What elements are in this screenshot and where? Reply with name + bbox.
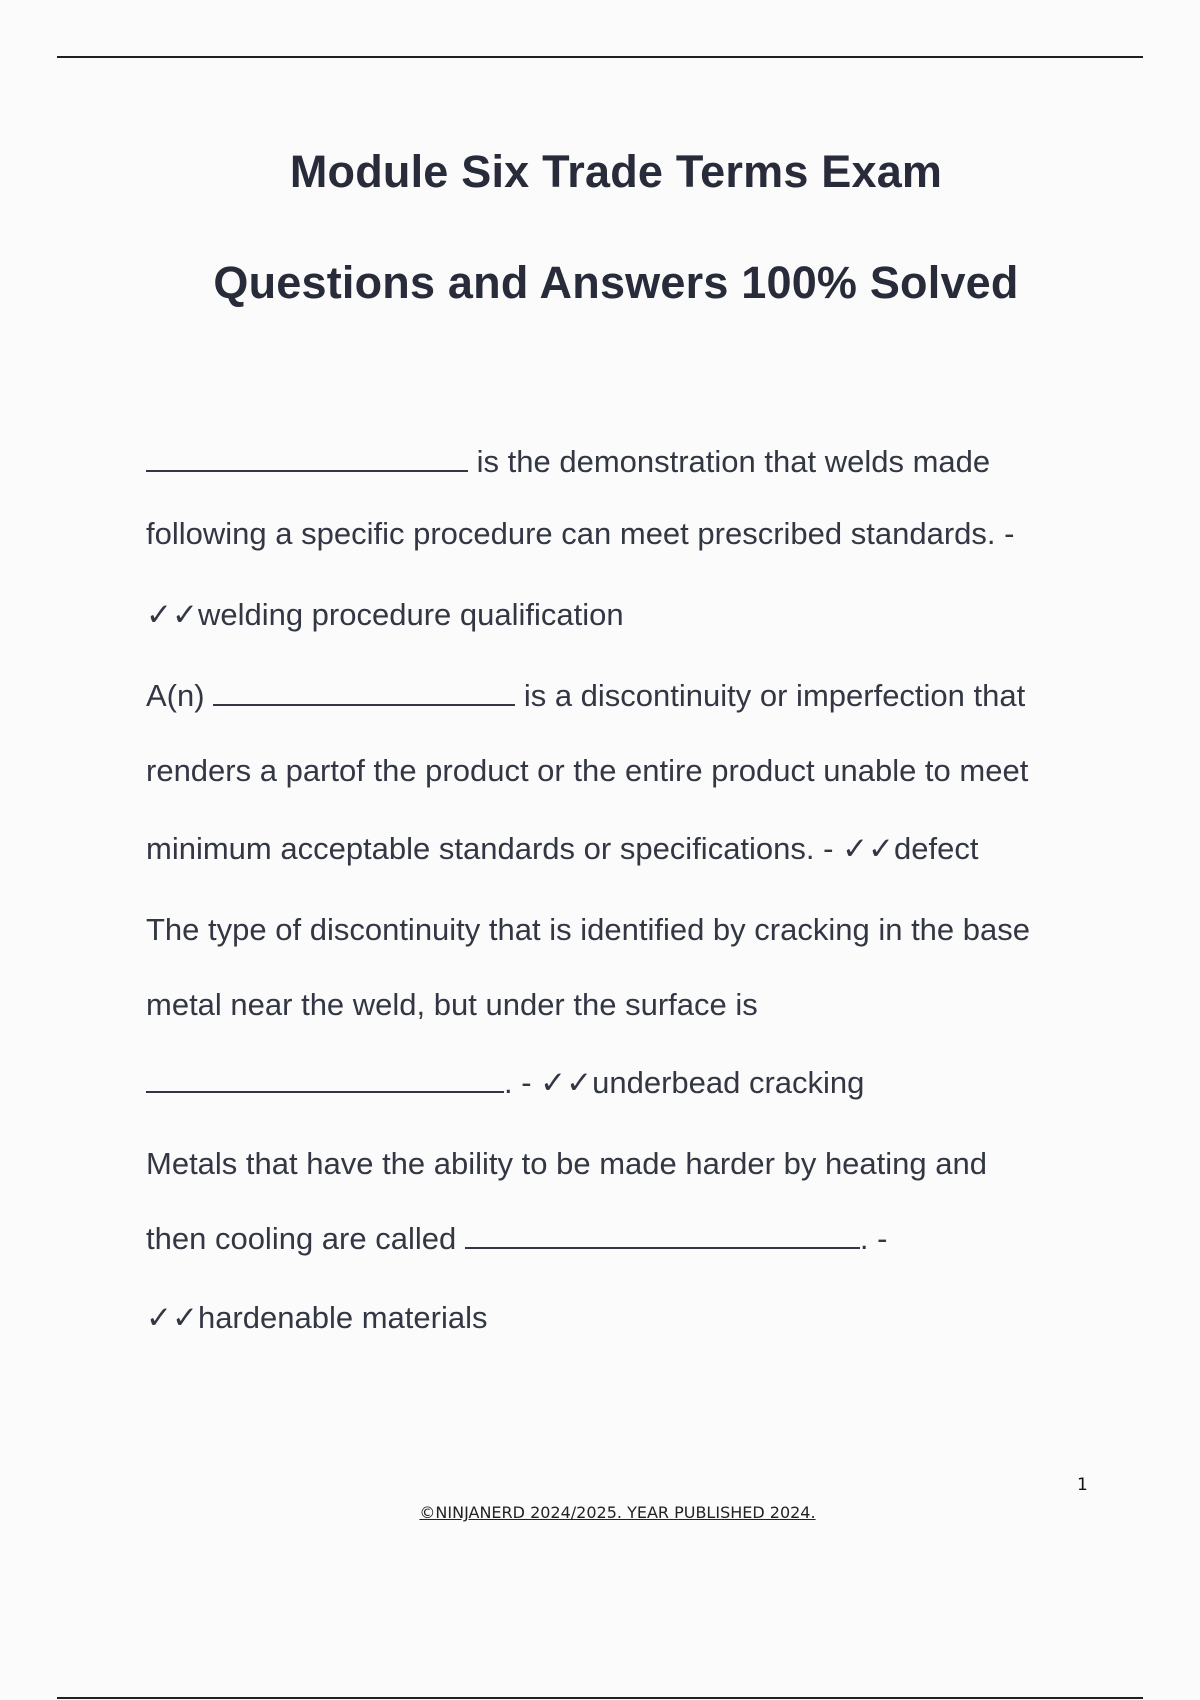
question-2-line-3-answer: minimum acceptable standards or specifications. - ✓✓defect: [146, 831, 979, 866]
question-text: A(n): [146, 678, 205, 713]
question-2-line-1: [146, 678, 1025, 714]
question-4-line-1: Metals that have the ability to be made harder by heating and: [146, 1146, 987, 1181]
question-text: . -: [859, 1221, 888, 1256]
question-2-line-2: renders a partof the product or the entire product unable to meet: [146, 753, 1029, 788]
question-4-answer: ✓✓hardenable materials: [146, 1300, 488, 1335]
answer-blank: [213, 678, 515, 706]
bottom-rule: [57, 1697, 1143, 1699]
question-1-line-2: following a specific procedure can meet prescribed standards. -: [146, 516, 1015, 551]
question-text: then cooling are called: [146, 1221, 457, 1256]
question-1-line-1: [146, 444, 990, 480]
question-3-answer: [146, 1065, 864, 1101]
question-text: is a discontinuity or imperfection that: [523, 678, 1026, 713]
top-rule: [57, 56, 1143, 58]
document-title-line-1: Module Six Trade Terms Exam: [289, 146, 943, 197]
question-text: is the demonstration that welds made: [476, 444, 991, 479]
copyright-footer: ©NINJANERD 2024/2025. YEAR PUBLISHED 2024.: [419, 1503, 816, 1522]
page-number: 1: [1077, 1475, 1088, 1495]
question-4-line-2: [146, 1221, 887, 1257]
answer-text: . - ✓✓underbead cracking: [504, 1065, 865, 1100]
answer-blank: [465, 1221, 860, 1249]
question-3-line-1: The type of discontinuity that is identified by cracking in the base: [146, 912, 1030, 947]
question-1-answer: ✓✓welding procedure qualification: [146, 597, 624, 632]
document-title-line-2: Questions and Answers 100% Solved: [213, 257, 1019, 308]
answer-blank: [146, 1065, 504, 1093]
question-3-line-2: metal near the weld, but under the surface is: [146, 987, 758, 1022]
answer-blank: [146, 444, 468, 472]
